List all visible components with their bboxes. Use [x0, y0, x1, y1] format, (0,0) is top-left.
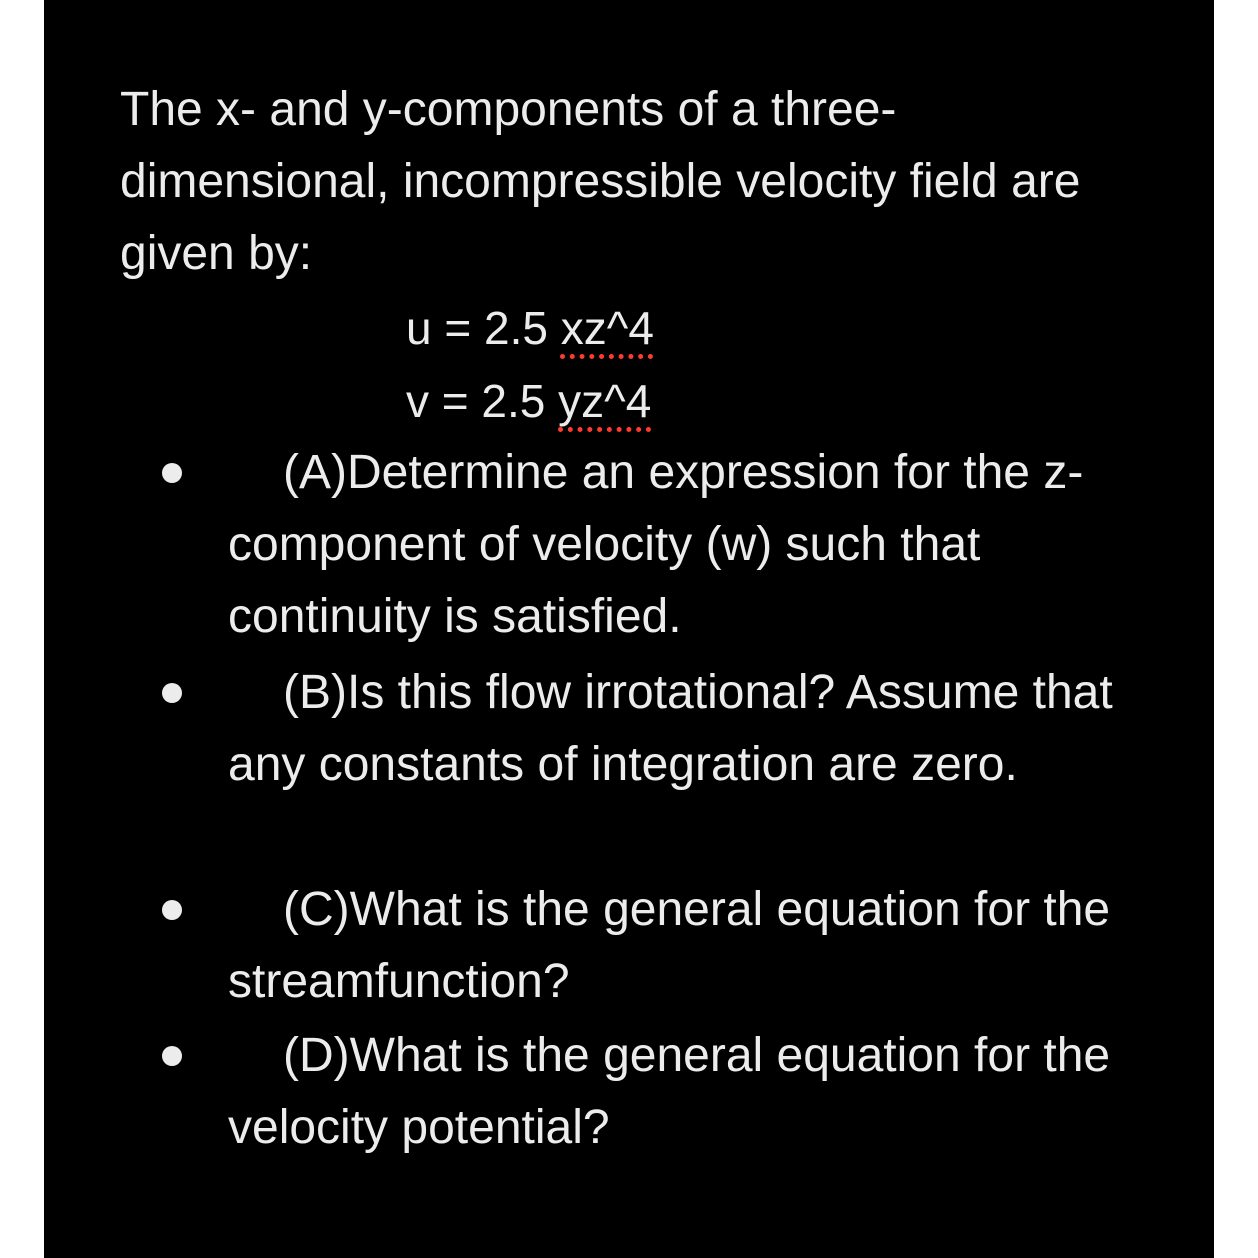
- bullet-dot-icon: [162, 683, 182, 703]
- question-b-text: (B)Is this flow irrotational? Assume that any constants of integration are zero.: [228, 666, 1113, 791]
- question-a: [228, 437, 1188, 653]
- question-b: [228, 657, 1188, 801]
- question-d-text: (D)What is the general equation for the velocity potential?: [228, 1029, 1111, 1154]
- question-a-text: (A)Determine an expression for the z-component of velocity (w) such that continuity is satisfied.: [228, 446, 1084, 643]
- bullet-dot-icon: [162, 1046, 182, 1066]
- equation-u-term[interactable]: xz^4: [560, 302, 654, 354]
- question-d: [228, 1020, 1188, 1164]
- question-c: [228, 874, 1188, 1018]
- bullet-dot-icon: [162, 463, 182, 483]
- problem-intro: The x- and y-components of a three-dimensional, incompressible velocity field are given by:: [120, 83, 1081, 280]
- equation-v-term[interactable]: yz^4: [558, 375, 652, 427]
- equation-v: [406, 373, 651, 429]
- note-page: [44, 0, 1214, 1258]
- equation-u-lhs: u = 2.5: [406, 302, 561, 354]
- bullet-dot-icon: [162, 900, 182, 920]
- question-c-text: (C)What is the general equation for the streamfunction?: [228, 883, 1111, 1008]
- equation-v-lhs: v = 2.5: [406, 375, 559, 427]
- equation-u: [406, 300, 654, 356]
